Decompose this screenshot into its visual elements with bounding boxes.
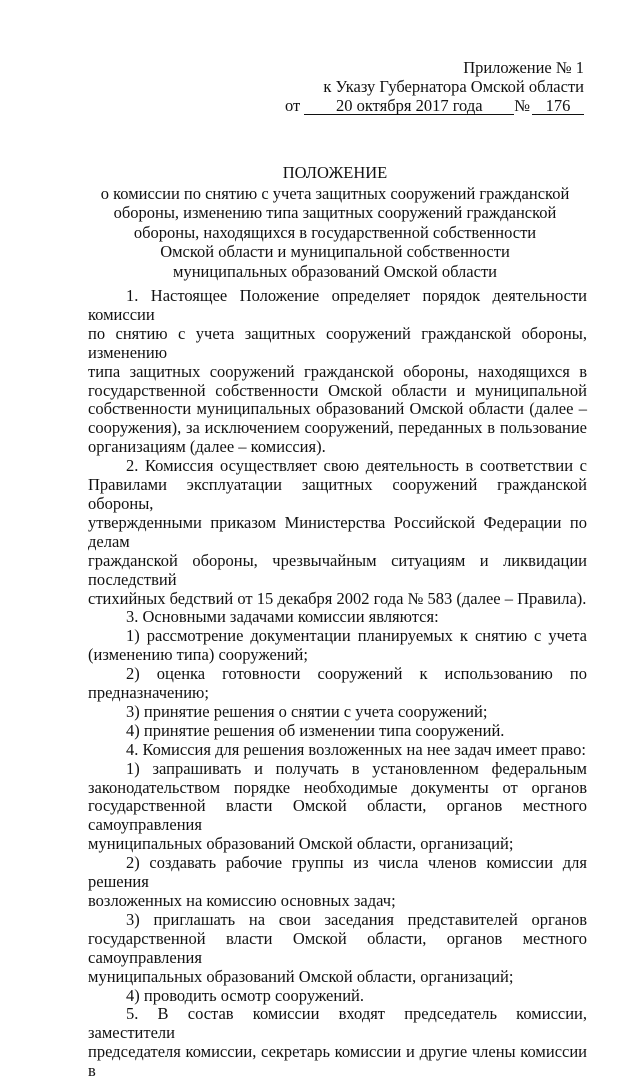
text-line: стихийных бедствий от 15 декабря 2002 года № 583 (далее – Правила). bbox=[88, 588, 587, 608]
text-line: 1. Настоящее Положение определяет порядок деятельности комиссии bbox=[88, 286, 587, 324]
text-line: возложенных на комиссию основных задач; bbox=[88, 891, 396, 910]
paragraph-5 bbox=[88, 1005, 587, 1081]
paragraph-1 bbox=[88, 287, 587, 457]
document-title bbox=[85, 163, 585, 281]
text-line: государственной собственности Омской области и муниципальной bbox=[88, 380, 587, 400]
text-line: 5. В состав комиссии входят председатель комиссии, заместители bbox=[88, 1004, 587, 1043]
text-line: 2) создавать рабочие группы из числа членов комиссии для решения bbox=[88, 853, 587, 892]
title-line: муниципальных образований Омской области bbox=[173, 261, 497, 281]
text-line: предназначению; bbox=[88, 683, 209, 703]
number-sign: № bbox=[514, 96, 530, 115]
text-line: 2) оценка готовности сооружений к использованию по bbox=[126, 664, 587, 684]
text-line: муниципальных образований Омской области, организаций; bbox=[88, 966, 514, 986]
title-line: Омской области и муниципальной собственности bbox=[160, 242, 510, 261]
paragraph-4 bbox=[88, 741, 587, 760]
decree-number: 176 bbox=[532, 97, 584, 115]
paragraph-3 bbox=[88, 608, 587, 627]
text-line: 3) приглашать на свои заседания представителей органов bbox=[126, 909, 587, 929]
text-line: утвержденными приказом Министерства Российской Федерации по делам bbox=[88, 512, 587, 551]
paragraph-4-item-2 bbox=[88, 854, 587, 911]
paragraph-3-item-1 bbox=[88, 627, 587, 665]
appendix-block bbox=[264, 58, 584, 115]
date-prefix: от bbox=[285, 96, 301, 115]
text-line: (изменению типа) сооружений; bbox=[88, 645, 308, 665]
text-line: 3. Основными задачами комиссии являются: bbox=[126, 607, 439, 627]
text-line: 4. Комиссия для решения возложенных на нее задач имеет право: bbox=[126, 739, 586, 759]
paragraph-4-item-1 bbox=[88, 760, 587, 855]
appendix-reference: к Указу Губернатора Омской области bbox=[323, 77, 584, 96]
text-line: государственной власти Омской области, органов местного самоуправления bbox=[88, 796, 587, 835]
title-line: о комиссии по снятию с учета защитных сооружений гражданской bbox=[100, 183, 570, 203]
text-line: по снятию с учета защитных сооружений гражданской обороны, изменению bbox=[88, 323, 587, 362]
text-line: 4) проводить осмотр сооружений. bbox=[126, 985, 364, 1005]
text-line: муниципальных образований Омской области, организаций; bbox=[88, 834, 514, 854]
text-line: 1) рассмотрение документации планируемых к снятию с учета bbox=[126, 626, 587, 646]
text-line: Правилами эксплуатации защитных сооружений гражданской обороны, bbox=[88, 475, 587, 513]
text-line: собственности муниципальных образований Омской области (далее – bbox=[88, 399, 587, 419]
text-line: государственной власти Омской области, органов местного самоуправления bbox=[88, 928, 587, 967]
text-line: 4) принятие решения об изменении типа сооружений. bbox=[126, 720, 505, 740]
paragraph-3-item-2 bbox=[88, 665, 587, 703]
paragraph-3-item-4 bbox=[88, 722, 587, 741]
paragraph-2 bbox=[88, 457, 587, 608]
decree-details bbox=[264, 96, 584, 115]
text-line: организациям (далее – комиссия). bbox=[88, 437, 326, 457]
text-line: типа защитных сооружений гражданской обороны, находящихся в bbox=[88, 361, 587, 381]
document-body bbox=[88, 287, 587, 1081]
title-line: обороны, находящихся в государственной собственности bbox=[133, 222, 537, 242]
decree-date: 20 октября 2017 года bbox=[304, 97, 514, 115]
text-line: сооружения), за исключением сооружений, переданных в пользование bbox=[88, 418, 587, 438]
text-line: 2. Комиссия осуществляет свою деятельность в соответствии с bbox=[126, 456, 587, 476]
title-line: обороны, изменению типа защитных сооружений гражданской bbox=[113, 203, 557, 222]
text-line: законодательством порядке необходимые документы от органов bbox=[88, 777, 587, 797]
text-line: гражданской обороны, чрезвычайным ситуациям и ликвидации последствий bbox=[88, 550, 587, 589]
paragraph-3-item-3 bbox=[88, 703, 587, 722]
title-heading: ПОЛОЖЕНИЕ bbox=[282, 163, 388, 182]
text-line: 3) принятие решения о снятии с учета сооружений; bbox=[126, 701, 488, 721]
appendix-title: Приложение № 1 bbox=[463, 58, 584, 77]
paragraph-4-item-3 bbox=[88, 911, 587, 987]
text-line: 1) запрашивать и получать в установленном федеральным bbox=[126, 758, 587, 778]
text-line: председателя комиссии, секретарь комиссии и другие члены комиссии в bbox=[88, 1042, 587, 1081]
paragraph-4-item-4 bbox=[88, 987, 587, 1006]
